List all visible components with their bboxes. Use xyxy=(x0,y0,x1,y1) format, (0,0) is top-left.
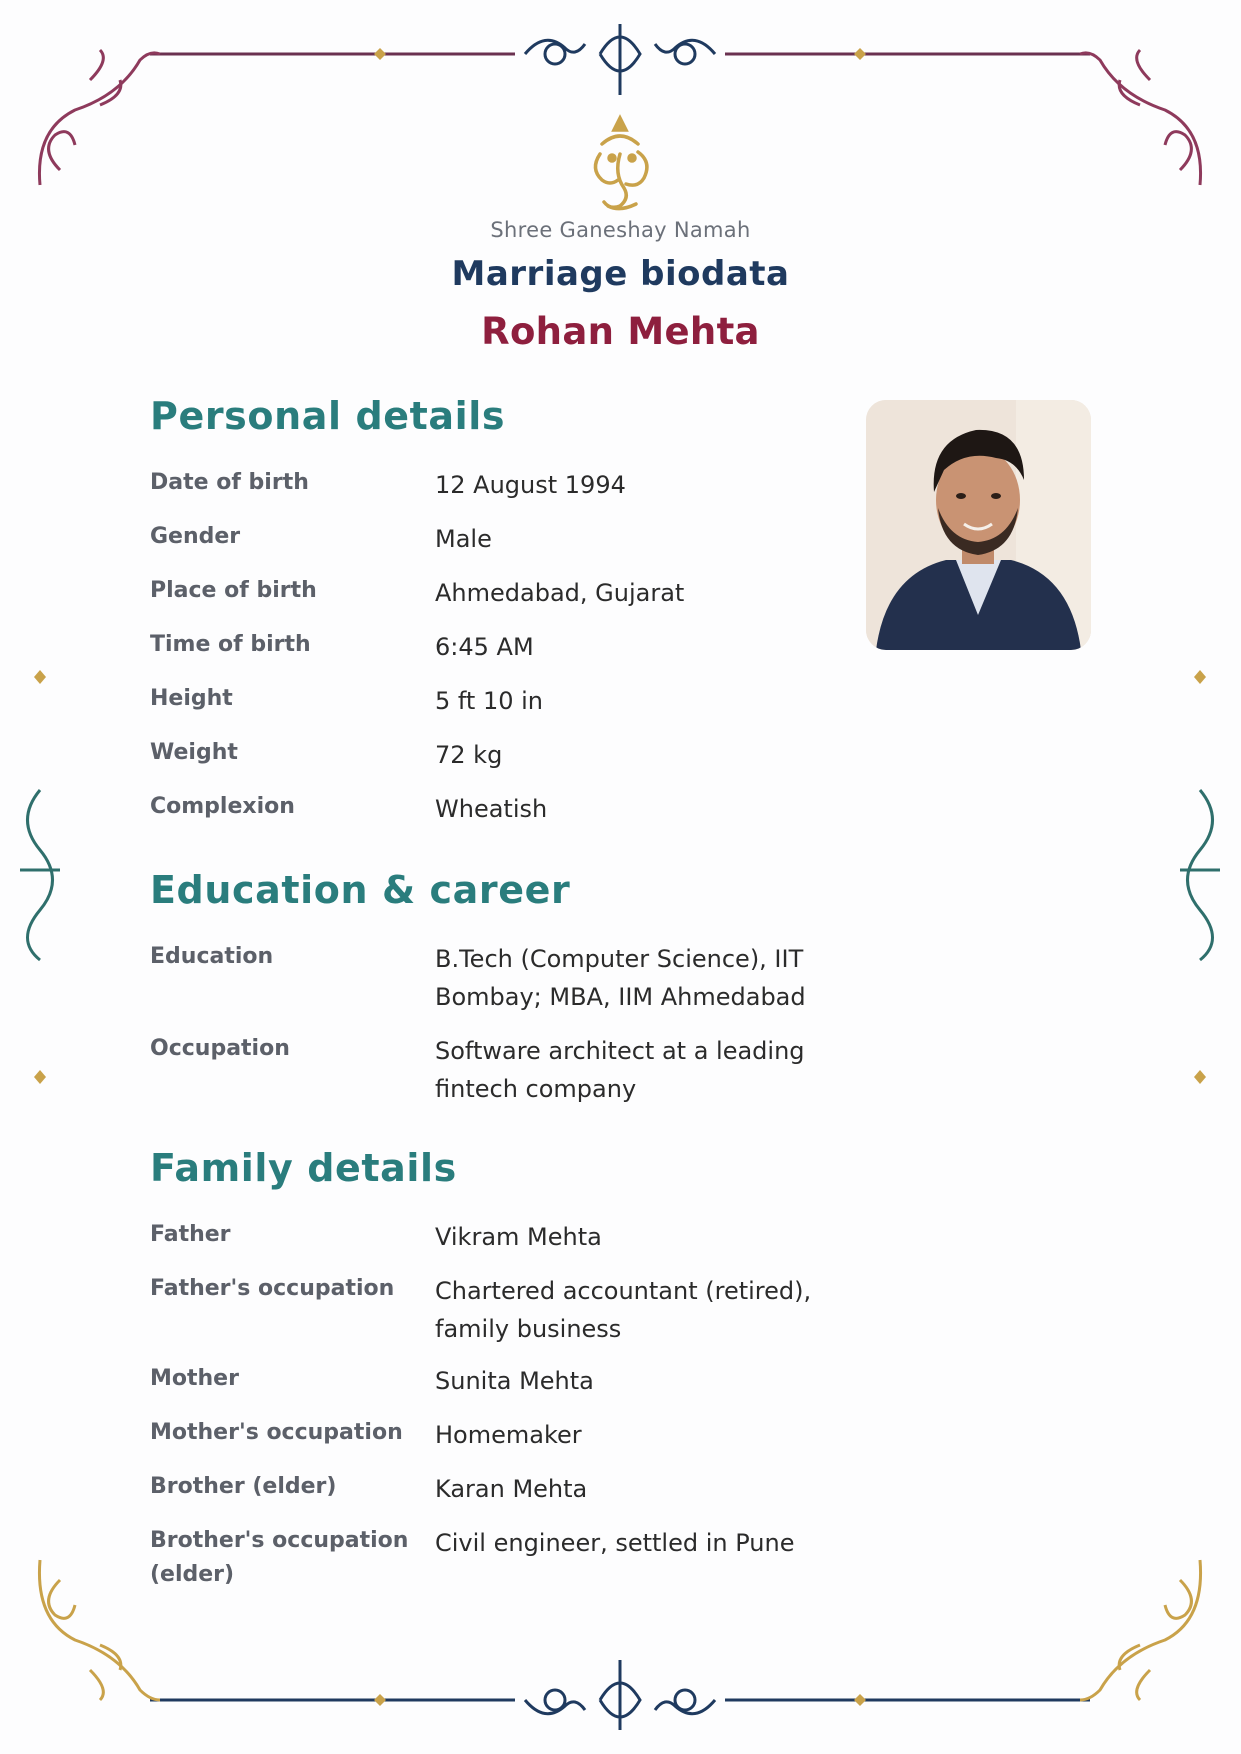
detail-value: Sunita Mehta xyxy=(435,1367,594,1395)
detail-label: Brother (elder) xyxy=(150,1474,337,1499)
detail-value: Software architect at a leading fintech company xyxy=(435,1037,805,1103)
detail-label: Place of birth xyxy=(150,578,317,603)
detail-value: Homemaker xyxy=(435,1421,582,1449)
detail-value: Male xyxy=(435,525,492,553)
detail-value: 5 ft 10 in xyxy=(435,687,544,715)
detail-value: 6:45 AM xyxy=(435,633,534,661)
detail-value: Vikram Mehta xyxy=(435,1223,602,1251)
detail-value: Wheatish xyxy=(435,795,548,823)
document-title: Marriage biodata xyxy=(451,254,790,294)
detail-value: Chartered accountant (retired), family business xyxy=(435,1277,812,1343)
detail-value: B.Tech (Computer Science), IIT Bombay; MBA, IIM Ahmedabad xyxy=(435,945,806,1011)
detail-label: Education xyxy=(150,944,274,969)
detail-value: Ahmedabad, Gujarat xyxy=(435,579,685,607)
section-title-personal: Personal details xyxy=(150,394,506,438)
candidate-name: Rohan Mehta xyxy=(481,310,760,353)
detail-label: Occupation xyxy=(150,1036,290,1061)
detail-value: Karan Mehta xyxy=(435,1475,588,1503)
detail-label: Complexion xyxy=(150,794,295,819)
detail-value: 12 August 1994 xyxy=(435,471,626,499)
detail-label: Weight xyxy=(150,740,238,765)
detail-label: Gender xyxy=(150,524,241,549)
detail-label: Brother's occupation (elder) xyxy=(150,1528,409,1587)
detail-label: Height xyxy=(150,686,233,711)
detail-label: Mother xyxy=(150,1366,239,1391)
detail-label: Date of birth xyxy=(150,470,309,495)
detail-label: Time of birth xyxy=(150,632,311,657)
detail-value: Civil engineer, settled in Pune xyxy=(435,1529,795,1557)
section-title-family: Family details xyxy=(150,1146,457,1190)
detail-value: 72 kg xyxy=(435,741,503,769)
invocation-text: Shree Ganeshay Namah xyxy=(490,218,751,242)
detail-label: Father xyxy=(150,1222,231,1247)
detail-label: Mother's occupation xyxy=(150,1420,403,1445)
detail-label: Father's occupation xyxy=(150,1276,395,1301)
ganesha-icon xyxy=(580,114,660,214)
section-title-education: Education & career xyxy=(150,868,571,912)
profile-photo xyxy=(866,400,1091,650)
